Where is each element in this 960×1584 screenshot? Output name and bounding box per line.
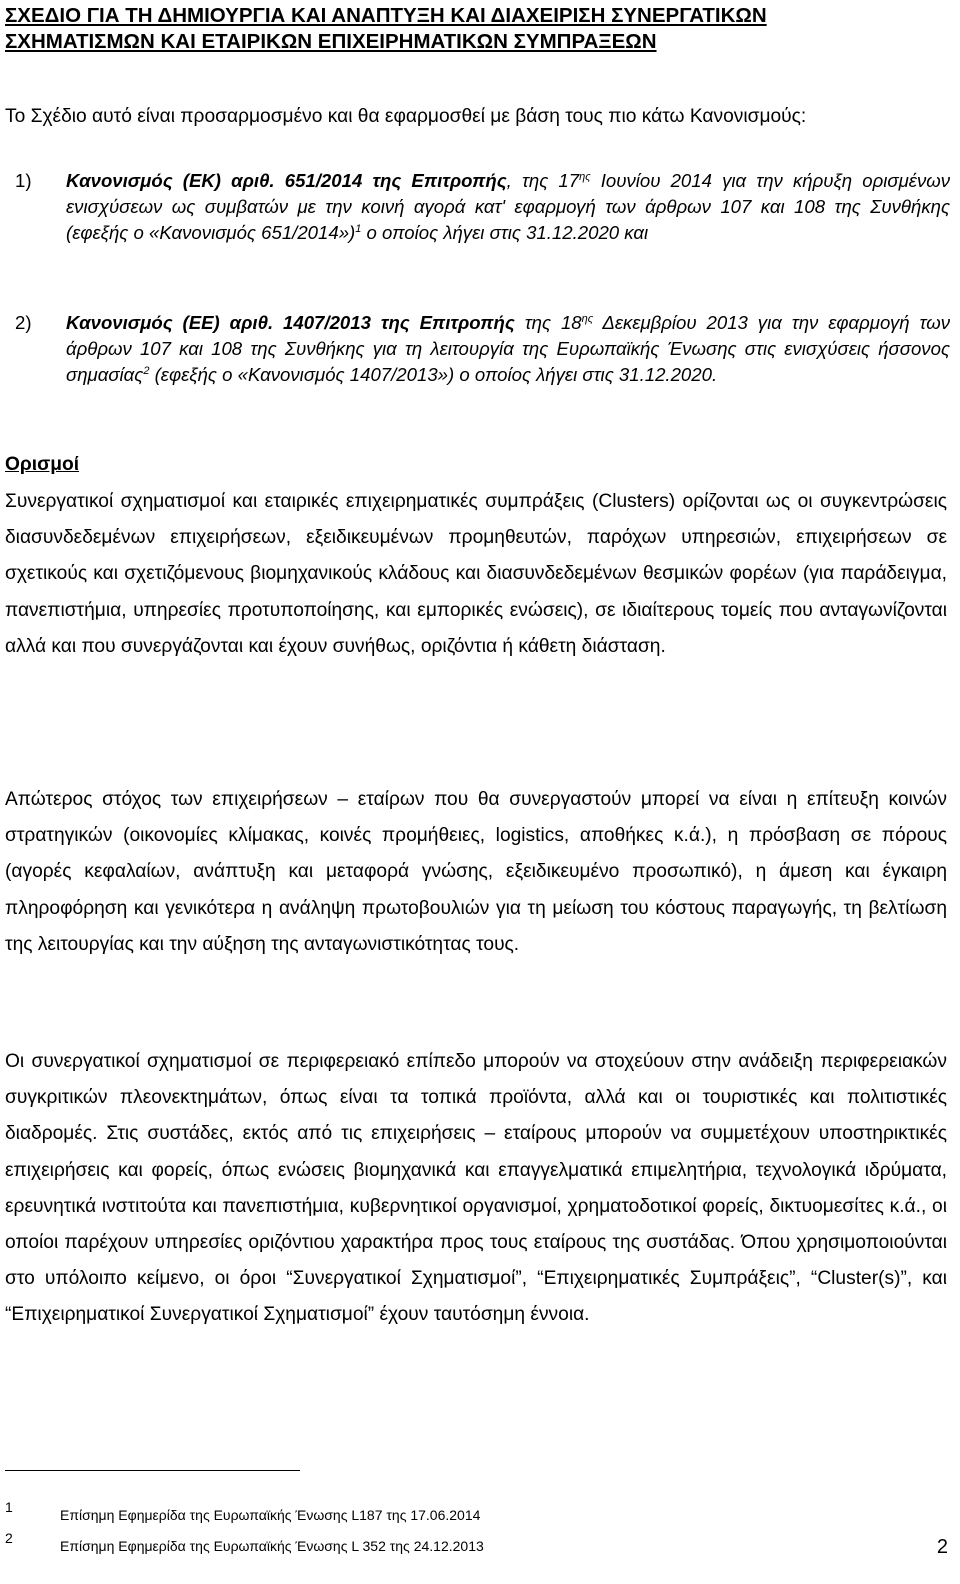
document-title-line-1: ΣΧΕΔΙΟ ΓΙΑ ΤΗ ΔΗΜΙΟΥΡΓΙΑ ΚΑΙ ΑΝΑΠΤΥΞΗ ΚΑΙ ΔΙΑΧΕΙΡΙΣΗ ΣΥΝΕΡΓΑΤΙΚΩΝ bbox=[5, 4, 767, 27]
regulation-item-1 bbox=[5, 168, 950, 246]
regulation-text: Ιουνίου 2014 για την κήρυξη ορισμένων ενισχύσεων ως συμβατών με την κοινή αγορά κατ' εφαρμογή των άρθρων 107 και 108 της Συνθήκης (εφεξής ο «Κανονισμός 651/2014») bbox=[66, 170, 951, 243]
footnote-text: Επίσημη Εφημερίδα της Ευρωπαϊκής Ένωσης L187 της 17.06.2014 bbox=[60, 1507, 481, 1523]
regulation-number: 1) bbox=[15, 170, 32, 191]
intro-paragraph: Το Σχέδιο αυτό είναι προσαρμοσμένο και θα εφαρμοσθεί με βάση τους πιο κάτω Κανονισμούς: bbox=[5, 106, 807, 127]
footnote-1 bbox=[5, 1499, 705, 1524]
regulation-body bbox=[66, 168, 950, 246]
regulation-text: ο οποίος λήγει στις 31.12.2020 και bbox=[361, 222, 649, 243]
regulation-text: , της 17 bbox=[506, 170, 580, 191]
document-title-line-2: ΣΧΗΜΑΤΙΣΜΩΝ ΚΑΙ ΕΤΑΙΡΙΚΩΝ ΕΠΙΧΕΙΡΗΜΑΤΙΚΩΝ ΣΥΜΠΡΑΞΕΩΝ bbox=[5, 30, 657, 53]
footnote-ref: 2 bbox=[143, 364, 150, 377]
regulation-title: Κανονισμός (ΕΚ) αριθ. 651/2014 της Επιτροπής bbox=[66, 170, 507, 191]
regulation-body bbox=[66, 310, 950, 388]
footnote-mark: 2 bbox=[5, 1530, 13, 1546]
footnote-separator bbox=[5, 1470, 300, 1471]
footnote-text: Επίσημη Εφημερίδα της Ευρωπαϊκής Ένωσης L 352 της 24.12.2013 bbox=[60, 1538, 484, 1554]
regulation-title: Κανονισμός (ΕΕ) αριθ. 1407/2013 της Επιτροπής bbox=[66, 312, 515, 333]
superscript: ης bbox=[581, 312, 594, 325]
definition-paragraph-2: Απώτερος στόχος των επιχειρήσεων – εταίρων που θα συνεργαστούν μπορεί να είναι η επίτευξη κοινών στρατηγικών (οικονομίες κλίμακας, κοινές προμήθειες, logistics, αποθήκες κ.ά.), η πρόσβαση σε πόρους (αγορές κεφαλαίων, ανάπτυξη και μεταφορά γνώσης, εξειδικευμένο προσωπικό), η άμεση και έγκαιρη πληροφόρηση και γενικότερα η ανάληψη πρωτοβουλιών για τη μείωση του κόστους παραγωγής, τη βελτίωση της λειτουργίας και την αύξηση της ανταγωνιστικότητας τους. bbox=[5, 789, 947, 955]
regulation-text: Δεκεμβρίου 2013 για την εφαρμογή των άρθρων 107 και 108 της Συνθήκης για τη λειτουργία της Ευρωπαϊκής Ένωσης στις ενισχύσεις ήσσονος σημασίας bbox=[66, 312, 950, 385]
footnote-2 bbox=[5, 1530, 705, 1555]
regulation-number: 2) bbox=[15, 312, 32, 333]
definitions-heading: Ορισμοί bbox=[5, 454, 80, 475]
definition-paragraph-3: Οι συνεργατικοί σχηματισμοί σε περιφερειακό επίπεδο μπορούν να στοχεύουν στην ανάδειξη περιφερειακών συγκριτικών πλεονεκτημάτων, όπως είναι τα τοπικά προϊόντα, αλλά και οι τουριστικές και πολιτιστικές διαδρομές. Στις συστάδες, εκτός από τις επιχειρήσεις – εταίρους μπορούν να συμμετέχουν υποστηρικτικές επιχειρήσεις και φορείς, όπως ενώσεις βιομηχανικά και επαγγελματικά επιμελητήρια, τεχνολογικά ιδρύματα, ερευνητικά ινστιτούτα και πανεπιστήμια, κυβερνητικοί οργανισμοί, χρηματοδοτικοί φορείς, δικτυομεσίτες κ.ά., οι οποίοι παρέχουν υπηρεσίες οριζόντιου χαρακτήρα προς τους εταίρους της συστάδας. Όπου χρησιμοποιούνται στο υπόλοιπο κείμενο, οι όροι “Συνεργατικοί Σχηματισμοί”, “Επιχειρηματικές Συμπράξεις”, “Cluster(s)”, και “Επιχειρηματικοί Συνεργατικοί Σχηματισμοί” έχουν ταυτόσημη έννοια. bbox=[5, 1051, 947, 1326]
footnote-mark: 1 bbox=[5, 1499, 13, 1515]
superscript: ης bbox=[579, 170, 591, 183]
definition-paragraph-1: Συνεργατικοί σχηματισμοί και εταιρικές επιχειρηματικές συμπράξεις (Clusters) ορίζονται ως οι συγκεντρώσεις διασυνδεδεμένων επιχειρήσεων, εξειδικευμένων προμηθευτών, παρόχων υπηρεσιών, επιχειρήσεων σε σχετικούς και σχετιζόμενους βιομηχανικούς κλάδους και διασυνδεδεμένων θεσμικών φορέων (για παράδειγμα, πανεπιστήμια, υπηρεσίες προτυποποίησης, και εμπορικές ενώσεις), σε ιδιαίτερους τομείς που ανταγωνίζονται αλλά και που συνεργάζονται και έχουν συνήθως, οριζόντια ή κάθετη διάσταση. bbox=[5, 491, 947, 657]
regulation-item-2 bbox=[5, 310, 950, 388]
regulation-text: (εφεξής ο «Κανονισμός 1407/2013») ο οποίος λήγει στις 31.12.2020. bbox=[149, 364, 718, 385]
footnote-ref: 1 bbox=[355, 222, 362, 235]
regulation-text: της 18 bbox=[514, 312, 582, 333]
page-number: 2 bbox=[936, 1536, 948, 1558]
